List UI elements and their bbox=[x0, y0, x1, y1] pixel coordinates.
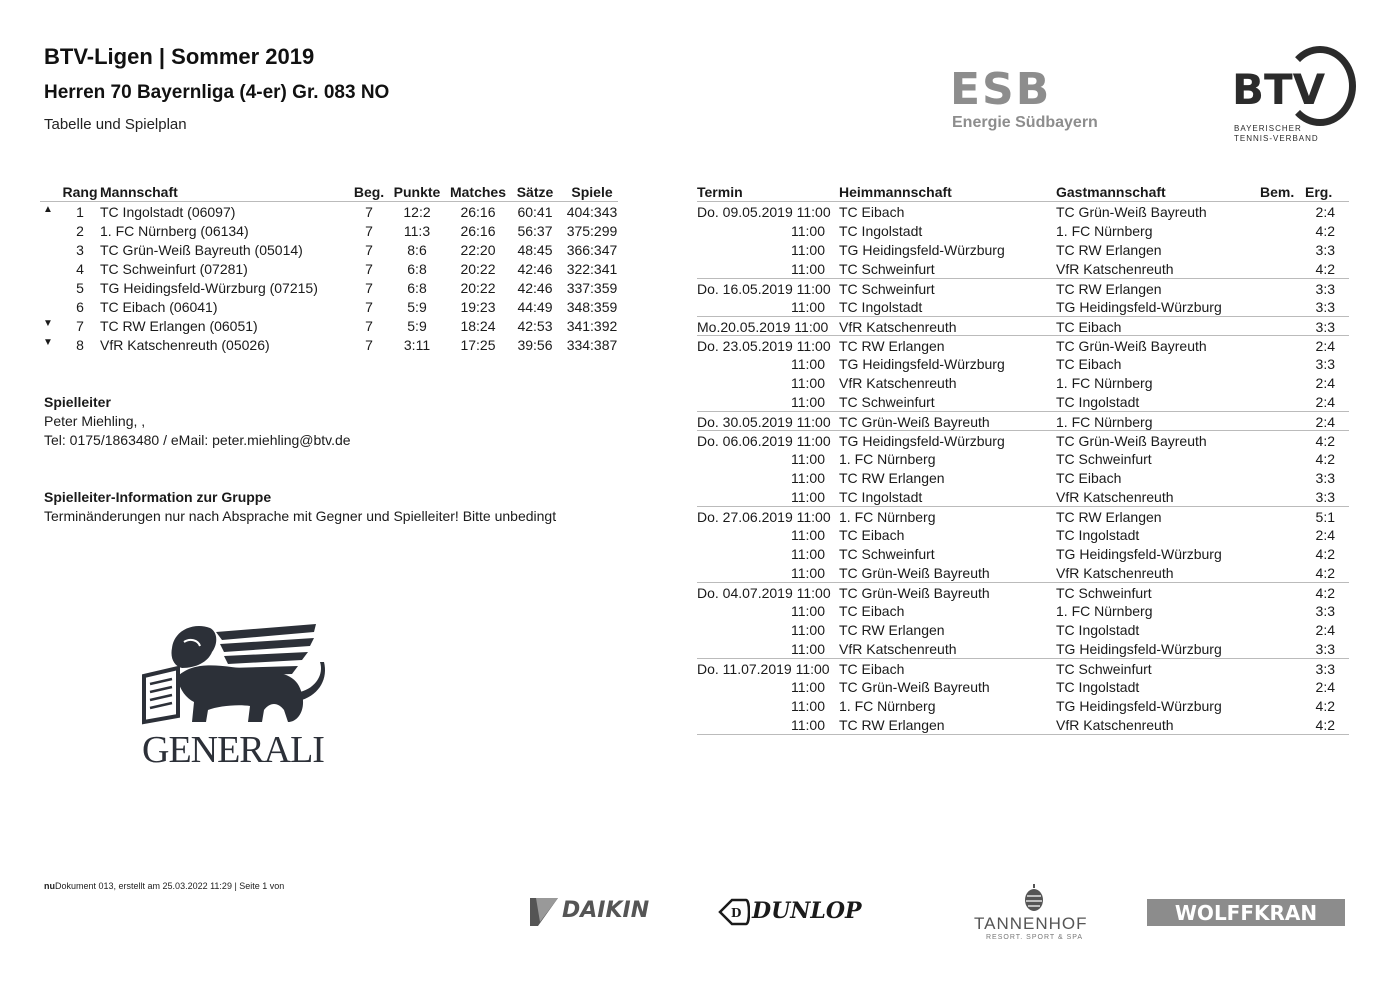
esb-logo-text: Energie Südbayern bbox=[952, 114, 1098, 131]
standings-table bbox=[40, 182, 618, 354]
btv-logo-sub1: BAYERISCHER bbox=[1234, 124, 1302, 133]
col-heim: Heimmannschaft bbox=[839, 184, 952, 200]
col-beg: Beg. bbox=[353, 184, 385, 200]
daikin-logo bbox=[530, 896, 686, 928]
match-date: 11:00 bbox=[791, 698, 825, 714]
match-result: 3:3 bbox=[1315, 299, 1335, 315]
esb-logo-mark: ESB bbox=[950, 64, 1052, 115]
games: 341:392 bbox=[566, 318, 618, 334]
home-team: TC Ingolstadt bbox=[839, 223, 923, 239]
team-name: 1. FC Nürnberg (06134) bbox=[100, 223, 249, 239]
schedule-row bbox=[697, 601, 1349, 620]
sets: 42:53 bbox=[517, 318, 553, 334]
standings-header bbox=[40, 182, 618, 202]
guest-team: TC Grün-Weiß Bayreuth bbox=[1056, 338, 1207, 354]
rank: 2 bbox=[76, 223, 84, 239]
home-team: VfR Katschenreuth bbox=[839, 319, 957, 335]
guest-team: VfR Katschenreuth bbox=[1056, 261, 1174, 277]
home-team: TC RW Erlangen bbox=[839, 622, 945, 638]
schedule-row bbox=[697, 373, 1349, 392]
home-team: TG Heidingsfeld-Würzburg bbox=[839, 356, 1005, 372]
match-result: 3:3 bbox=[1315, 661, 1335, 677]
col-spiele: Spiele bbox=[571, 184, 613, 200]
schedule-row bbox=[697, 563, 1349, 582]
home-team: TC Schweinfurt bbox=[839, 394, 935, 410]
matches: 19:23 bbox=[460, 299, 496, 315]
generali-logo bbox=[138, 618, 328, 771]
spielleiter-name: Peter Miehling, , bbox=[44, 413, 146, 429]
sets: 48:45 bbox=[517, 242, 553, 258]
match-date: 11:00 bbox=[791, 565, 825, 581]
rank: 8 bbox=[76, 337, 84, 353]
match-date: 11:00 bbox=[791, 622, 825, 638]
btv-logo-sub2: TENNIS-VERBAND bbox=[1234, 134, 1319, 143]
sets: 60:41 bbox=[517, 204, 553, 220]
schedule-row bbox=[697, 354, 1349, 373]
home-team: TC Schweinfurt bbox=[839, 281, 935, 297]
league-subtitle: Herren 70 Bayernliga (4-er) Gr. 083 NO bbox=[44, 82, 390, 103]
match-result: 4:2 bbox=[1315, 261, 1335, 277]
guest-team: TC RW Erlangen bbox=[1056, 509, 1162, 525]
match-result: 3:3 bbox=[1315, 603, 1335, 619]
col-team: Mannschaft bbox=[100, 184, 178, 200]
rank: 6 bbox=[76, 299, 84, 315]
tannenhof-logo-sub: RESORT. SPORT & SPA bbox=[986, 934, 1084, 941]
match-date: 11:00 bbox=[791, 641, 825, 657]
match-result: 4:2 bbox=[1315, 565, 1335, 581]
sets: 42:46 bbox=[517, 280, 553, 296]
standings-row bbox=[40, 335, 618, 354]
schedule-row bbox=[697, 525, 1349, 544]
schedule-row bbox=[697, 297, 1349, 316]
match-result: 3:3 bbox=[1315, 242, 1335, 258]
home-team: TC RW Erlangen bbox=[839, 338, 945, 354]
match-date: 11:00 bbox=[791, 242, 825, 258]
guest-team: TC Grün-Weiß Bayreuth bbox=[1056, 433, 1207, 449]
home-team: TG Heidingsfeld-Würzburg bbox=[839, 242, 1005, 258]
match-result: 3:3 bbox=[1315, 641, 1335, 657]
rank: 5 bbox=[76, 280, 84, 296]
games-played: 7 bbox=[365, 204, 373, 220]
col-erg: Erg. bbox=[1305, 184, 1333, 200]
guest-team: VfR Katschenreuth bbox=[1056, 565, 1174, 581]
spielleiter-contact: Tel: 0175/1863480 / eMail: peter.miehling@btv.de bbox=[44, 432, 351, 448]
home-team: TC Eibach bbox=[839, 661, 905, 677]
matches: 18:24 bbox=[460, 318, 496, 334]
trend-arrow-icon: ▲ bbox=[43, 204, 53, 215]
match-date: Do. 09.05.2019 11:00 bbox=[697, 204, 831, 220]
rank: 3 bbox=[76, 242, 84, 258]
team-name: TC Schweinfurt (07281) bbox=[100, 261, 248, 277]
match-result: 2:4 bbox=[1315, 679, 1335, 695]
home-team: TC Grün-Weiß Bayreuth bbox=[839, 565, 990, 581]
games-played: 7 bbox=[365, 318, 373, 334]
trend-arrow-icon: ▼ bbox=[43, 318, 53, 329]
group-info-text: Terminänderungen nur nach Absprache mit Gegner und Spielleiter! Bitte unbedingt bbox=[44, 508, 557, 524]
match-result: 4:2 bbox=[1315, 223, 1335, 239]
match-result: 5:1 bbox=[1315, 509, 1335, 525]
spielleiter-heading: Spielleiter bbox=[44, 394, 111, 410]
schedule-row bbox=[697, 639, 1349, 658]
home-team: TG Heidingsfeld-Würzburg bbox=[839, 433, 1005, 449]
home-team: TC RW Erlangen bbox=[839, 470, 945, 486]
home-team: TC Eibach bbox=[839, 527, 905, 543]
standings-row bbox=[40, 240, 618, 259]
match-result: 4:2 bbox=[1315, 546, 1335, 562]
match-date: Do. 23.05.2019 11:00 bbox=[697, 338, 831, 354]
standings-row bbox=[40, 278, 618, 297]
games-played: 7 bbox=[365, 337, 373, 353]
team-name: TC Ingolstadt (06097) bbox=[100, 204, 236, 220]
points: 12:2 bbox=[403, 204, 431, 220]
match-result: 3:3 bbox=[1315, 470, 1335, 486]
match-result: 2:4 bbox=[1315, 375, 1335, 391]
dunlop-flying-d-icon bbox=[718, 898, 750, 926]
games-played: 7 bbox=[365, 299, 373, 315]
home-team: 1. FC Nürnberg bbox=[839, 509, 936, 525]
points: 5:9 bbox=[407, 299, 427, 315]
btv-logo-mark: BTV bbox=[1232, 65, 1326, 114]
guest-team: TC Eibach bbox=[1056, 319, 1122, 335]
schedule-table bbox=[697, 182, 1349, 735]
match-date: 11:00 bbox=[791, 527, 825, 543]
group-info-heading: Spielleiter-Information zur Gruppe bbox=[44, 489, 272, 505]
svg-text:D: D bbox=[731, 906, 742, 920]
team-name: TC RW Erlangen (06051) bbox=[100, 318, 258, 334]
guest-team: TC RW Erlangen bbox=[1056, 281, 1162, 297]
games: 337:359 bbox=[566, 280, 618, 296]
home-team: TC Grün-Weiß Bayreuth bbox=[839, 679, 990, 695]
schedule-row bbox=[697, 544, 1349, 563]
col-termin: Termin bbox=[697, 184, 743, 200]
matches: 26:16 bbox=[460, 223, 496, 239]
schedule-row bbox=[697, 449, 1349, 468]
home-team: TC Eibach bbox=[839, 603, 905, 619]
footer-doc-info: Dokument 013, erstellt am 25.03.2022 11:29 | Seite 1 von bbox=[55, 881, 285, 891]
guest-team: TC Ingolstadt bbox=[1056, 394, 1140, 410]
dunlop-logo-text: DUNLOP bbox=[752, 898, 862, 924]
match-date: 11:00 bbox=[791, 394, 825, 410]
games-played: 7 bbox=[365, 242, 373, 258]
guest-team: TC Schweinfurt bbox=[1056, 661, 1152, 677]
match-result: 4:2 bbox=[1315, 585, 1335, 601]
schedule-row bbox=[697, 202, 1349, 221]
matches: 26:16 bbox=[460, 204, 496, 220]
match-date: 11:00 bbox=[791, 470, 825, 486]
tannenhof-logo bbox=[970, 884, 1100, 944]
winged-lion-icon bbox=[138, 618, 328, 728]
match-result: 4:2 bbox=[1315, 451, 1335, 467]
home-team: 1. FC Nürnberg bbox=[839, 451, 936, 467]
standings-row bbox=[40, 259, 618, 278]
match-date: Do. 06.06.2019 11:00 bbox=[697, 433, 831, 449]
home-team: TC RW Erlangen bbox=[839, 717, 945, 733]
col-bem: Bem. bbox=[1260, 184, 1295, 200]
games-played: 7 bbox=[365, 261, 373, 277]
schedule-body bbox=[697, 202, 1349, 735]
schedule-row bbox=[697, 677, 1349, 696]
points: 8:6 bbox=[407, 242, 427, 258]
col-gast: Gastmannschaft bbox=[1056, 184, 1166, 200]
match-date: Mo.20.05.2019 11:00 bbox=[697, 319, 829, 335]
schedule-row bbox=[697, 316, 1349, 335]
schedule-row bbox=[697, 620, 1349, 639]
schedule-row bbox=[697, 221, 1349, 240]
pinecone-icon bbox=[1022, 884, 1046, 912]
guest-team: TG Heidingsfeld-Würzburg bbox=[1056, 546, 1222, 562]
match-date: Do. 04.07.2019 11:00 bbox=[697, 585, 831, 601]
games-played: 7 bbox=[365, 223, 373, 239]
match-result: 3:3 bbox=[1315, 319, 1335, 335]
guest-team: TG Heidingsfeld-Würzburg bbox=[1056, 299, 1222, 315]
standings-row bbox=[40, 316, 618, 335]
standings-row bbox=[40, 297, 618, 316]
match-result: 4:2 bbox=[1315, 698, 1335, 714]
match-date: 11:00 bbox=[791, 717, 825, 733]
points: 5:9 bbox=[407, 318, 427, 334]
home-team: TC Eibach bbox=[839, 204, 905, 220]
tannenhof-logo-text: TANNENHOF bbox=[974, 914, 1088, 933]
points: 11:3 bbox=[403, 223, 431, 239]
match-result: 2:4 bbox=[1315, 394, 1335, 410]
match-result: 2:4 bbox=[1315, 338, 1335, 354]
daikin-triangle-icon bbox=[530, 898, 558, 926]
guest-team: 1. FC Nürnberg bbox=[1056, 223, 1153, 239]
guest-team: TC Eibach bbox=[1056, 356, 1122, 372]
match-date: 11:00 bbox=[791, 356, 825, 372]
home-team: TC Schweinfurt bbox=[839, 546, 935, 562]
generali-logo-text: GENERALI bbox=[142, 729, 324, 771]
footer-text bbox=[44, 881, 284, 891]
guest-team: TG Heidingsfeld-Würzburg bbox=[1056, 641, 1222, 657]
match-result: 4:2 bbox=[1315, 433, 1335, 449]
col-matches: Matches bbox=[449, 184, 507, 200]
match-result: 2:4 bbox=[1315, 414, 1335, 430]
guest-team: TC Schweinfurt bbox=[1056, 451, 1152, 467]
trend-arrow-icon: ▼ bbox=[43, 337, 53, 348]
rank: 1 bbox=[76, 204, 84, 220]
match-date: 11:00 bbox=[791, 679, 825, 695]
schedule-row bbox=[697, 487, 1349, 506]
guest-team: TC Ingolstadt bbox=[1056, 527, 1140, 543]
home-team: 1. FC Nürnberg bbox=[839, 698, 936, 714]
sets: 39:56 bbox=[517, 337, 553, 353]
match-date: Do. 16.05.2019 11:00 bbox=[697, 281, 831, 297]
games: 366:347 bbox=[566, 242, 618, 258]
wolffkran-logo-text: WOLFFKRAN bbox=[1174, 901, 1318, 925]
schedule-row bbox=[697, 278, 1349, 297]
match-date: 11:00 bbox=[791, 489, 825, 505]
home-team: TC Schweinfurt bbox=[839, 261, 935, 277]
match-result: 2:4 bbox=[1315, 204, 1335, 220]
schedule-row bbox=[697, 335, 1349, 354]
points: 6:8 bbox=[407, 261, 427, 277]
guest-team: TG Heidingsfeld-Würzburg bbox=[1056, 698, 1222, 714]
team-name: TC Eibach (06041) bbox=[100, 299, 218, 315]
guest-team: VfR Katschenreuth bbox=[1056, 717, 1174, 733]
games-played: 7 bbox=[365, 280, 373, 296]
games: 375:299 bbox=[566, 223, 618, 239]
standings-row bbox=[40, 221, 618, 240]
guest-team: 1. FC Nürnberg bbox=[1056, 414, 1153, 430]
document-subtitle: Tabelle und Spielplan bbox=[44, 116, 187, 133]
match-date: 11:00 bbox=[791, 603, 825, 619]
games: 404:343 bbox=[566, 204, 618, 220]
match-result: 3:3 bbox=[1315, 356, 1335, 372]
dunlop-logo bbox=[718, 896, 923, 928]
page-title: BTV-Ligen | Sommer 2019 bbox=[44, 44, 315, 69]
match-date: 11:00 bbox=[791, 261, 825, 277]
schedule-row bbox=[697, 430, 1349, 449]
games: 322:341 bbox=[566, 261, 618, 277]
matches: 20:22 bbox=[460, 280, 496, 296]
standings-row bbox=[40, 202, 618, 221]
col-rang: Rang bbox=[62, 184, 98, 200]
games: 348:359 bbox=[566, 299, 618, 315]
home-team: TC Ingolstadt bbox=[839, 489, 923, 505]
match-date: Do. 27.06.2019 11:00 bbox=[697, 509, 831, 525]
points: 3:11 bbox=[403, 337, 431, 353]
match-date: 11:00 bbox=[791, 546, 825, 562]
team-name: TG Heidingsfeld-Würzburg (07215) bbox=[100, 280, 318, 296]
schedule-row bbox=[697, 715, 1349, 735]
schedule-row bbox=[697, 240, 1349, 259]
team-name: VfR Katschenreuth (05026) bbox=[100, 337, 270, 353]
schedule-row bbox=[697, 506, 1349, 525]
matches: 22:20 bbox=[460, 242, 496, 258]
match-date: Do. 11.07.2019 11:00 bbox=[697, 661, 830, 677]
schedule-header bbox=[697, 182, 1349, 202]
schedule-row bbox=[697, 259, 1349, 278]
rank: 4 bbox=[76, 261, 84, 277]
col-punkte: Punkte bbox=[393, 184, 441, 200]
home-team: TC Grün-Weiß Bayreuth bbox=[839, 585, 990, 601]
match-result: 2:4 bbox=[1315, 527, 1335, 543]
schedule-row bbox=[697, 392, 1349, 411]
wolffkran-logo bbox=[1147, 899, 1345, 926]
home-team: TC Grün-Weiß Bayreuth bbox=[839, 414, 990, 430]
match-result: 3:3 bbox=[1315, 281, 1335, 297]
guest-team: TC Schweinfurt bbox=[1056, 585, 1152, 601]
home-team: TC Ingolstadt bbox=[839, 299, 923, 315]
daikin-logo-text: DAIKIN bbox=[562, 898, 650, 923]
schedule-row bbox=[697, 411, 1349, 430]
match-result: 2:4 bbox=[1315, 622, 1335, 638]
match-date: 11:00 bbox=[791, 299, 825, 315]
match-result: 3:3 bbox=[1315, 489, 1335, 505]
match-date: 11:00 bbox=[791, 451, 825, 467]
sets: 56:37 bbox=[517, 223, 553, 239]
guest-team: TC Ingolstadt bbox=[1056, 679, 1140, 695]
points: 6:8 bbox=[407, 280, 427, 296]
guest-team: 1. FC Nürnberg bbox=[1056, 375, 1153, 391]
schedule-row bbox=[697, 696, 1349, 715]
sets: 44:49 bbox=[517, 299, 553, 315]
team-name: TC Grün-Weiß Bayreuth (05014) bbox=[100, 242, 303, 258]
match-date: Do. 30.05.2019 11:00 bbox=[697, 414, 831, 430]
games: 334:387 bbox=[566, 337, 618, 353]
rank: 7 bbox=[76, 318, 84, 334]
home-team: VfR Katschenreuth bbox=[839, 641, 957, 657]
matches: 20:22 bbox=[460, 261, 496, 277]
guest-team: VfR Katschenreuth bbox=[1056, 489, 1174, 505]
guest-team: 1. FC Nürnberg bbox=[1056, 603, 1153, 619]
matches: 17:25 bbox=[460, 337, 496, 353]
btv-logo bbox=[1232, 46, 1357, 146]
schedule-row bbox=[697, 468, 1349, 487]
schedule-row bbox=[697, 658, 1349, 677]
sets: 42:46 bbox=[517, 261, 553, 277]
col-saetze: Sätze bbox=[516, 184, 554, 200]
guest-team: TC Eibach bbox=[1056, 470, 1122, 486]
guest-team: TC Ingolstadt bbox=[1056, 622, 1140, 638]
match-date: 11:00 bbox=[791, 223, 825, 239]
esb-logo bbox=[950, 64, 1110, 134]
home-team: VfR Katschenreuth bbox=[839, 375, 957, 391]
standings-body bbox=[40, 202, 618, 354]
guest-team: TC RW Erlangen bbox=[1056, 242, 1162, 258]
guest-team: TC Grün-Weiß Bayreuth bbox=[1056, 204, 1207, 220]
match-result: 4:2 bbox=[1315, 717, 1335, 733]
footer-brand: nu bbox=[44, 881, 55, 891]
schedule-row bbox=[697, 582, 1349, 601]
match-date: 11:00 bbox=[791, 375, 825, 391]
